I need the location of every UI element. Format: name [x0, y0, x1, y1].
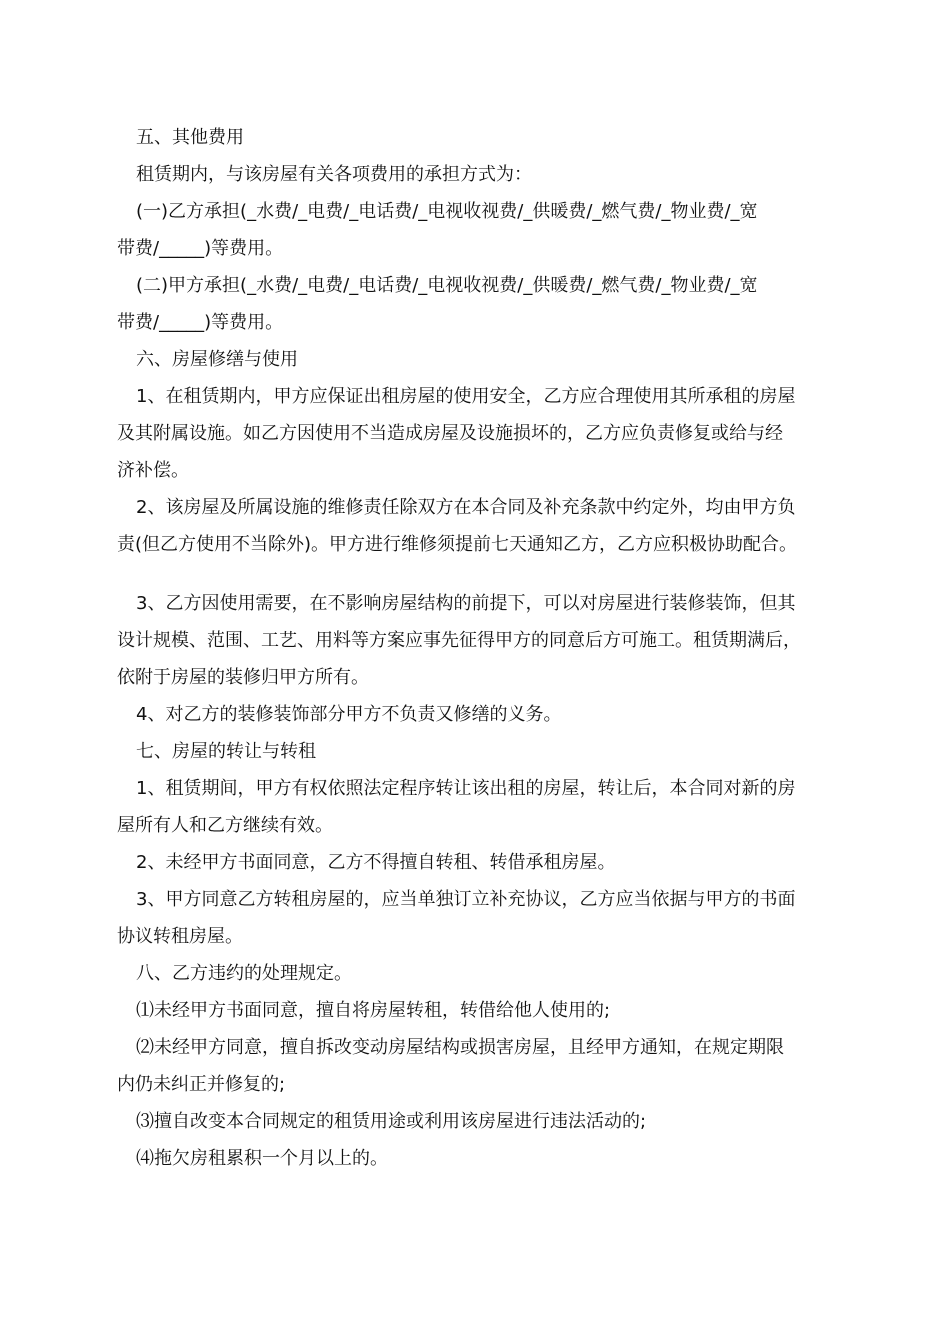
paragraph-line: 济补偿。 — [117, 460, 189, 481]
paragraph-line: 设计规模、范围、工艺、用料等方案应事先征得甲方的同意后方可施工。租赁期满后， — [117, 630, 801, 651]
paragraph-line: 责(但乙方使用不当除外)。甲方进行维修须提前七天通知乙方，乙方应积极协助配合。 — [117, 534, 798, 555]
paragraph-line: (二)甲方承担(_水费/_电费/_电话费/_电视收视费/_供暖费/_燃气费/_物业费/_宽 — [136, 275, 758, 296]
list-item: ⑵未经甲方同意，擅自拆改变动房屋结构或损害房屋，且经甲方通知，在规定期限 — [136, 1037, 784, 1058]
paragraph-line: 2、该房屋及所属设施的维修责任除双方在本合同及补充条款中约定外，均由甲方负 — [136, 497, 796, 518]
blank-line — [117, 563, 833, 585]
section-heading-transfer-sublet: 七、房屋的转让与转租 — [136, 741, 316, 762]
paragraph-line: 依附于房屋的装修归甲方所有。 — [117, 667, 369, 688]
paragraph-line: 带费/_____)等费用。 — [117, 312, 284, 333]
paragraph-line: 1、租赁期间，甲方有权依照法定程序转让该出租的房屋，转让后，本合同对新的房 — [136, 778, 796, 799]
section-heading-breach: 八、乙方违约的处理规定。 — [136, 963, 352, 984]
paragraph-line: 及其附属设施。如乙方因使用不当造成房屋及设施损坏的，乙方应负责修复或给与经 — [117, 423, 783, 444]
paragraph-line: 4、对乙方的装修装饰部分甲方不负责又修缮的义务。 — [136, 704, 562, 725]
list-item: ⑷拖欠房租累积一个月以上的。 — [136, 1148, 388, 1169]
paragraph-line: 协议转租房屋。 — [117, 926, 243, 947]
paragraph-line: 屋所有人和乙方继续有效。 — [117, 815, 333, 836]
paragraph-line: 1、在租赁期内，甲方应保证出租房屋的使用安全，乙方应合理使用其所承租的房屋 — [136, 386, 796, 407]
paragraph-line: 2、未经甲方书面同意，乙方不得擅自转租、转借承租房屋。 — [136, 852, 616, 873]
paragraph-line: 租赁期内，与该房屋有关各项费用的承担方式为： — [136, 164, 532, 185]
paragraph-line: 带费/_____)等费用。 — [117, 238, 284, 259]
section-heading-repair-use: 六、房屋修缮与使用 — [136, 349, 298, 370]
section-heading-other-fees: 五、其他费用 — [136, 127, 244, 148]
paragraph-line: 3、乙方因使用需要，在不影响房屋结构的前提下，可以对房屋进行装修装饰，但其 — [136, 593, 796, 614]
paragraph-line: 3、甲方同意乙方转租房屋的，应当单独订立补充协议，乙方应当依据与甲方的书面 — [136, 889, 796, 910]
list-item-continuation: 内仍未纠正并修复的; — [117, 1074, 286, 1095]
paragraph-line: (一)乙方承担(_水费/_电费/_电话费/_电视收视费/_供暖费/_燃气费/_物业费/_宽 — [136, 201, 758, 222]
document-body — [117, 119, 833, 1177]
list-item: ⑴未经甲方书面同意，擅自将房屋转租，转借给他人使用的; — [136, 1000, 611, 1021]
list-item: ⑶擅自改变本合同规定的租赁用途或利用该房屋进行违法活动的; — [136, 1111, 647, 1132]
